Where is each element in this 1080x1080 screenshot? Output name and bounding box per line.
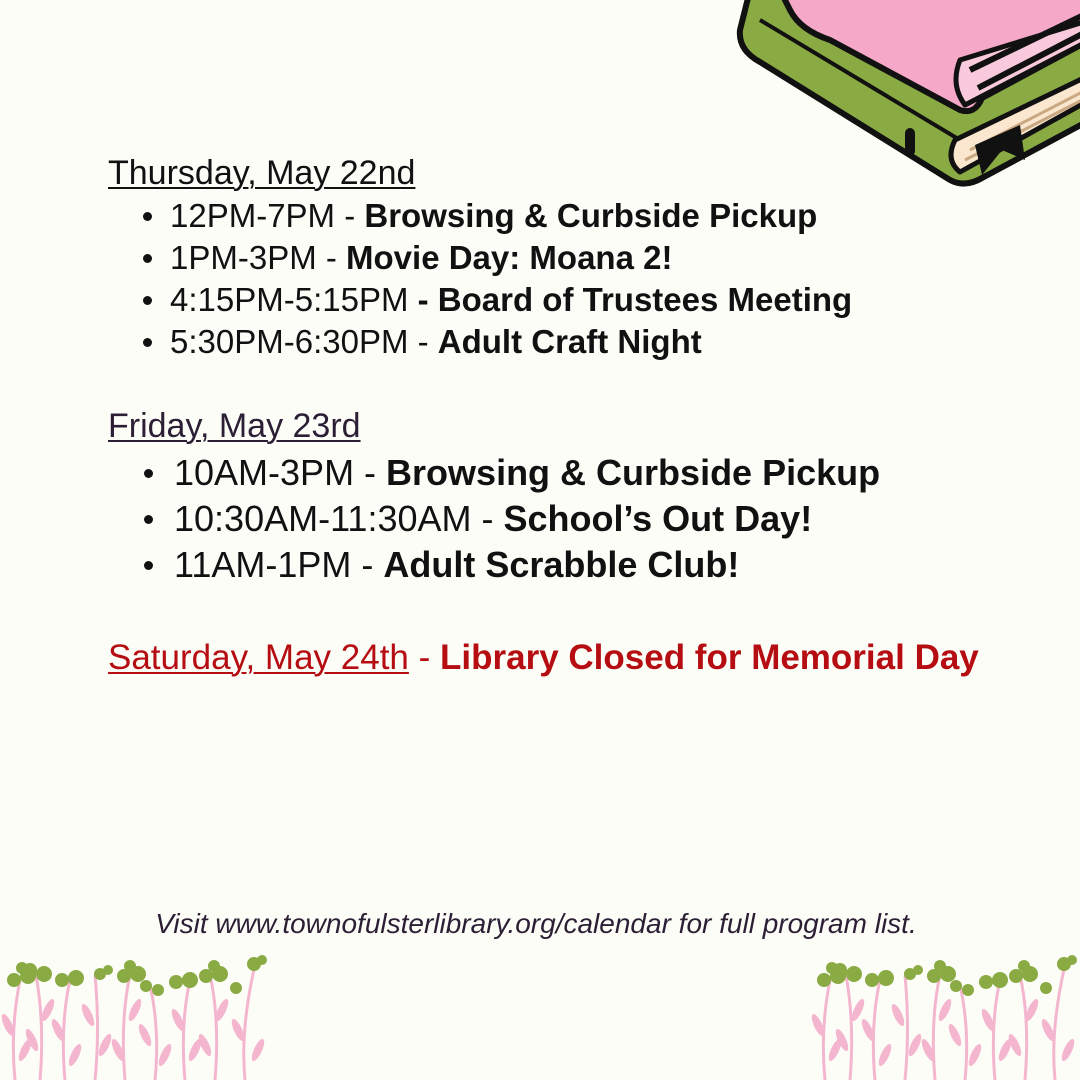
thursday-event-list (170, 196, 852, 364)
closure-note: Library Closed for Memorial Day (440, 638, 979, 677)
sprouts-left-icon (0, 950, 280, 1080)
event-time: 4:15PM-5:15PM (170, 281, 418, 318)
list-item (170, 238, 852, 280)
event-name: Adult Craft Night (437, 323, 702, 360)
bullet-icon (144, 515, 153, 524)
book-stack-icon (720, 0, 1080, 200)
bullet-icon (143, 212, 152, 221)
event-name: School’s Out Day! (503, 498, 813, 539)
sprouts-right-icon (800, 950, 1080, 1080)
bullet-icon (144, 469, 153, 478)
event-time: 1PM-3PM - (170, 239, 347, 276)
saturday-separator: - (408, 638, 441, 677)
bullet-icon (143, 338, 152, 347)
event-time: 12PM-7PM - (170, 197, 365, 234)
event-name: Movie Day: Moana 2! (346, 239, 673, 276)
event-time: 10AM-3PM - (174, 452, 387, 493)
event-name: Browsing & Curbside Pickup (386, 452, 881, 493)
bullet-icon (143, 296, 152, 305)
event-time: 11AM-1PM - (174, 544, 384, 585)
list-item (170, 196, 852, 238)
friday-heading: Friday, May 23rd (108, 407, 361, 445)
list-item (174, 451, 880, 497)
list-item (174, 543, 880, 589)
event-name: - Board of Trustees Meeting (417, 281, 853, 318)
bullet-icon (144, 561, 153, 570)
bullet-icon (143, 254, 152, 263)
saturday-heading: Saturday, May 24th (108, 638, 409, 677)
event-name: Adult Scrabble Club! (383, 544, 740, 585)
thursday-heading: Thursday, May 22nd (108, 154, 416, 192)
friday-event-list (174, 451, 880, 589)
calendar-footer-text: Visit www.townofulsterlibrary.org/calendar for full program list. (155, 908, 917, 939)
saturday-closure-notice (108, 636, 988, 680)
list-item (170, 322, 852, 364)
list-item (174, 497, 880, 543)
event-time: 10:30AM-11:30AM - (174, 498, 504, 539)
event-name: Browsing & Curbside Pickup (364, 197, 818, 234)
event-time: 5:30PM-6:30PM - (170, 323, 438, 360)
list-item (170, 280, 852, 322)
